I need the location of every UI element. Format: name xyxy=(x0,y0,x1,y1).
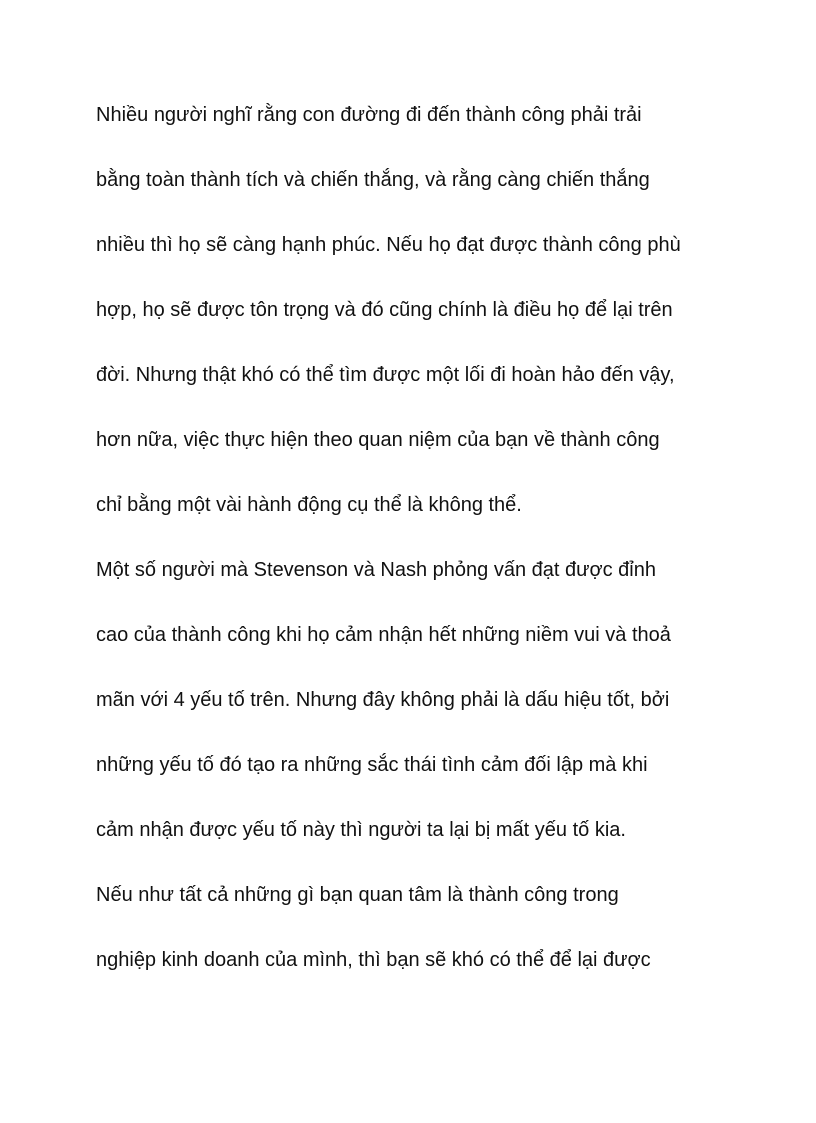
text-line: cao của thành công khi họ cảm nhận hết những niềm vui và thoả xyxy=(96,624,671,646)
text-line: Nếu như tất cả những gì bạn quan tâm là thành công trong xyxy=(96,884,619,906)
text-line: bằng toàn thành tích và chiến thắng, và rằng càng chiến thắng xyxy=(96,169,650,191)
text-line: Một số người mà Stevenson và Nash phỏng vấn đạt được đỉnh xyxy=(96,559,656,581)
text-line: những yếu tố đó tạo ra những sắc thái tình cảm đối lập mà khi xyxy=(96,754,648,776)
document-body xyxy=(96,97,756,1007)
text-line: nghiệp kinh doanh của mình, thì bạn sẽ khó có thể để lại được xyxy=(96,949,651,971)
text-line: đời. Nhưng thật khó có thể tìm được một lối đi hoàn hảo đến vậy, xyxy=(96,364,675,386)
text-line: mãn với 4 yếu tố trên. Nhưng đây không phải là dấu hiệu tốt, bởi xyxy=(96,689,670,711)
text-line: hợp, họ sẽ được tôn trọng và đó cũng chính là điều họ để lại trên xyxy=(96,299,673,321)
text-line: cảm nhận được yếu tố này thì người ta lại bị mất yếu tố kia. xyxy=(96,819,626,841)
text-line: nhiều thì họ sẽ càng hạnh phúc. Nếu họ đạt được thành công phù xyxy=(96,234,681,256)
text-line: Nhiều người nghĩ rằng con đường đi đến thành công phải trải xyxy=(96,104,642,126)
text-line: hơn nữa, việc thực hiện theo quan niệm của bạn về thành công xyxy=(96,429,660,451)
text-line: chỉ bằng một vài hành động cụ thể là không thể. xyxy=(96,494,522,516)
